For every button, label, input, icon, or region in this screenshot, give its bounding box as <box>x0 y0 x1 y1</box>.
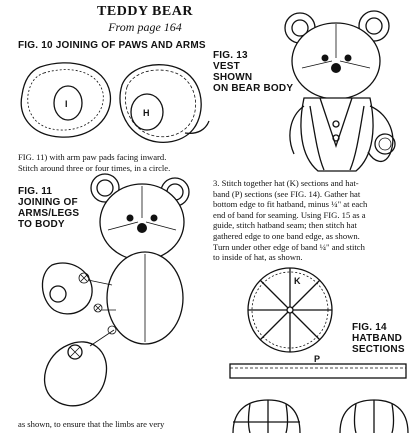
right-para-line-4: end of band for seaming. Using FIG. 15 as a <box>213 209 366 220</box>
fig11-bear-drawing <box>30 170 215 415</box>
fig13-caption-line-1: FIG. 13 <box>213 50 248 61</box>
fig15-hat-partial-drawing <box>228 398 414 433</box>
label-h: H <box>143 108 150 118</box>
fig13-vest-bear-drawing <box>270 6 416 176</box>
fig14-caption-line-1: FIG. 14 <box>352 322 387 333</box>
fig11-caption-line-3: ARMS/LEGS <box>18 208 80 219</box>
right-para-line-7: Turn under other edge of band ¼" and stitch <box>213 241 365 252</box>
fig14-caption <box>352 322 405 355</box>
fig10-paws-drawing <box>10 55 210 150</box>
label-k: K <box>294 276 301 286</box>
bottom-left-line-1: as shown, to ensure that the limbs are very <box>18 419 165 429</box>
page-title: TEDDY BEAR <box>97 4 193 19</box>
right-para-line-6: gathered edge to one band edge, as shown. <box>213 230 360 241</box>
page-subtitle: From page 164 <box>108 20 182 34</box>
fig14-hatband-strip <box>228 356 410 384</box>
left-para-line-2: Stitch around three or four times, in a circle. <box>18 162 171 173</box>
fig14-hat-sections-drawing <box>240 262 350 362</box>
right-para-line-2: band (P) sections (see FIG. 14). Gather hat <box>213 188 361 199</box>
bottom-left-paragraph <box>18 419 218 430</box>
fig14-caption-line-2: HATBAND <box>352 333 403 344</box>
right-para-line-8: to inside of hat, as shown. <box>213 252 303 263</box>
fig13-caption-line-4: ON BEAR BODY <box>213 83 294 94</box>
left-para-line-1: FIG. 11) with arm paw pads facing inward. <box>18 152 167 162</box>
fig10-caption: FIG. 10 JOINING OF PAWS AND ARMS <box>18 40 206 51</box>
right-para-line-5: guide, stitch hatband seam; then stitch hat <box>213 220 357 231</box>
fig14-caption-line-3: SECTIONS <box>352 344 405 355</box>
label-p: P <box>314 354 321 364</box>
right-paragraph <box>213 178 413 263</box>
right-para-line-3: bottom edge to fit hatband, minus ¼" at each <box>213 199 368 210</box>
fig13-caption-line-3: SHOWN <box>213 72 253 83</box>
fig13-caption-line-2: VEST <box>213 61 240 72</box>
fig11-caption-line-2: JOINING OF <box>18 197 78 208</box>
fig11-caption-line-4: TO BODY <box>18 219 65 230</box>
fig11-caption-line-1: FIG. 11 <box>18 186 53 197</box>
label-i: I <box>65 99 68 109</box>
right-para-line-1: 3. Stitch together hat (K) sections and hat- <box>213 178 359 188</box>
